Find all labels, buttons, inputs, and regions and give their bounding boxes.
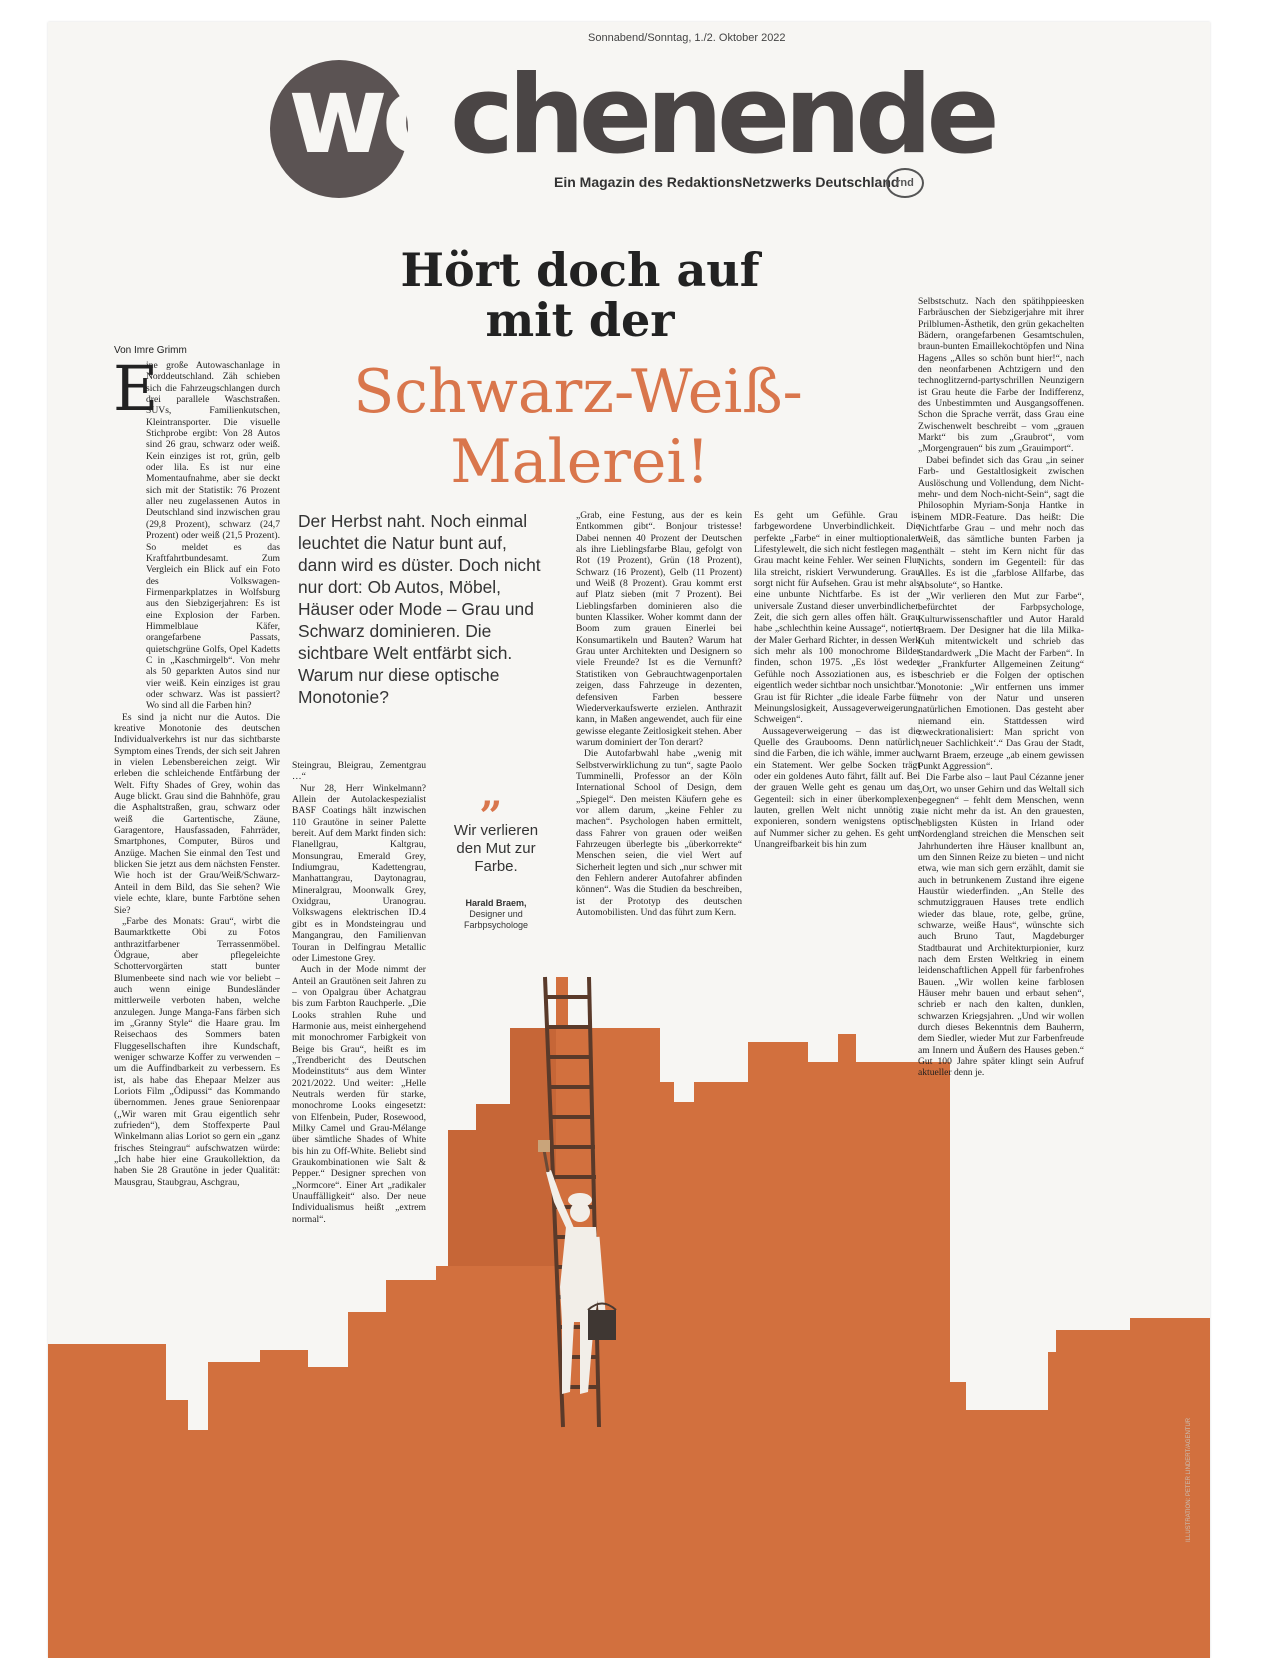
headline-line-3: Schwarz-Weiß- xyxy=(353,357,803,427)
masthead-tagline: Ein Magazin des RedaktionsNetzwerks Deutschland xyxy=(554,174,900,190)
headline-line-1: Hört doch auf xyxy=(400,243,760,297)
rnd-badge: rnd xyxy=(886,168,924,198)
intro-text: Der Herbst naht. Noch einmal leuchtet die Natur bunt auf, dann wird es düster. Doch nicht nur dort: Ob Autos, Möbel, Häuser oder Mode – Grau und Schwarz dominieren. Die sichtbare Welt entfärbt sich. Warum nur diese optische Monotonie? xyxy=(298,511,541,707)
dropcap: E xyxy=(113,352,159,425)
quote-author: Harald Braem, xyxy=(465,898,527,908)
article-column-4 xyxy=(754,510,920,992)
headline-line-4: Malerei! xyxy=(450,427,710,497)
paragraph: ine große Autowaschanlage in Norddeutschland. Zäh schieben sich die Fahrzeugschlangen durch drei parallele Waschstraßen. SUVs, Familienkutschen, Kleintransporter. Die visuelle Stichprobe ergibt: Von 28 Autos sind 26 grau, schwarz oder weiß. Kein einziges ist rot, grün, gelb oder lila. Es ist nur eine Momentaufnahme, aber sie deckt sich mit der Statistik: 76 Prozent aller neu zugelassenen Autos in Deutschland sind inzwischen grau (29,8 Prozent), schwarz (24,7 Prozent) oder weiß (21,5 Prozent). So meldet es das Kraftfahrtbundesamt. Zum Vergleich ein Blick auf ein Foto des Volkswagen-Firmenparkplatzes in Wolfsburg aus den Siebzigerjahren: Es ist eine Explosion der Farben. Himmelblaue Käfer, orangefarbene Passats, quietschgrüne Golfs, Opel Kadetts C in „Kaschmirgelb“. Von mehr als 50 geparkten Autos sind nur vier weiß. Kein einziges ist grau oder schwarz. Was ist passiert? Wo sind all die Farben hin? xyxy=(146,360,280,712)
paragraph: Nur 28, Herr Winkelmann? Allein der Autolackespezialist BASF Coatings hält inzwischen 110 Grautöne in seiner Palette bereit. Auf dem Markt finden sich: Flanellgrau, Kaltgrau, Monsungrau, Emerald Grey, Indiumgrau, Kadettengrau, Manhattangrau, Daytonagrau, Mineralgrau, Moonwalk Grey, Oxidgrau, Uranograu. Volkswagens elektrischen ID.4 gibt es in Mondsteingrau und Mangangrau, den Familienvan Touran in Delfingrau Metallic oder Limestone Grey. xyxy=(292,782,426,964)
pull-quote: Wir verlieren den Mut zur Farbe. xyxy=(453,822,539,875)
quote-role: Designer und Farbpsychologe xyxy=(463,909,529,930)
paragraph: Die Farbe also – laut Paul Cézanne jener „Ort, wo unser Gehirn und das Weltall sich begegnen“ – fehlt dem Menschen, wenn sie nicht mehr da ist. An den grauesten, nebligsten Küsten in Irland oder Nordengland streichen die Menschen seit Jahrhunderten ihre Häuser knallbunt an, um den Sinnen Reize zu bieten – und nicht etwa, wie man sich gern erzählt, damit sie auch in betrunkenem Zustand ihre eigene Haustür wiederfinden. „An Stelle des schmutziggrauen Hauses trete endlich wieder das blaue, rote, gelbe, grüne, schwarze, weiße Haus“, wünschte sich auch Bruno Taut, Magdeburger Stadtbaurat und Architekturpionier, kurz nach dem Ersten Weltkrieg in einem leidenschaftlichen Appell für farbenfrohes Bauen. „Wir wollen keine farblosen Häuser mehr bauen und erbaut sehen“, schrieb er nach den kalten, dunklen, schwarzen Kriegsjahren. „Und wir wollen durch dieses Bekenntnis dem Bauherrn, dem Siedler, wieder Mut zur Farbenfreude am Innern und Äußern des Hauses geben.“ Gut 100 Jahre später klingt sein Aufruf aktueller denn je. xyxy=(918,772,1084,1079)
article-column-1 xyxy=(113,352,280,1322)
quote-attribution xyxy=(444,898,548,931)
paragraph: „Wir verlieren den Mut zur Farbe“, befürchtet der Farbpsychologe, Kulturwissenschaftler und Autor Harald Braem. Der Designer hat die lila Milka-Kuh mitentwickelt und schrieb das Standardwerk „Die Macht der Farben“. In der „Frankfurter Allgemeinen Zeitung“ beschrieb er die Folgen der optischen Monotonie: „Wir entfernen uns immer mehr von der Natur und unseren natürlichen Emotionen. Das gesteht aber niemand ein. Stattdessen wird zweckrationalisiert: Man spricht von ‚neuer Sachlichkeit‘.“ Das Grau der Stadt, warnt Braem, erzeuge „ab einem gewissen Punkt Aggression“. xyxy=(918,590,1084,773)
masthead-logo xyxy=(288,53,994,178)
article-column-2 xyxy=(292,760,426,1352)
headline-line-2: mit der xyxy=(485,293,675,347)
logo-wo: wo xyxy=(288,53,450,178)
paragraph: Dabei befindet sich das Grau „in seiner Farb- und Gestaltlosigkeit zwischen Auslöschung und Vollendung, dem Nicht-mehr- und dem Noch-nicht-Sein“, sagt die Philosophin Myriam-Sonja Hantke in einem MDR-Feature. Das heißt: Die Nichtfarbe Grau – und mehr noch das Weiß, das sämtliche bunten Farben ja enthält – steht im Kern nicht für das Nichts, sondern im Gegenteil: für das Alles. Es ist die „farblose Allfarbe, das Absolute“, so Hantke. xyxy=(918,454,1084,591)
quote-icon: „ xyxy=(480,770,504,817)
byline: Von Imre Grimm xyxy=(114,345,187,356)
issue-date: Sonnabend/Sonntag, 1./2. Oktober 2022 xyxy=(588,32,786,44)
paragraph: Selbstschutz. Nach den spätihppieesken Farbräuschen der Siebzigerjahre mit ihrer Prilblumen-Ästhetik, den grün gekachelten Bädern, orangefarbenen Gesamtschulen, braun-bunten Emaillekochtöpfen und Nina Hagens „Alles so schön bunt hier!“, nach den neonfarbenen Achtzigern und den technoglitzernd-partyschrillen Neunzigern ist Grau heute die Farbe der Indifferenz, des Unbestimmten und Ausgangsoffenen. Schon die Sprache verrät, dass Grau eine Zwischenwelt beschreibt – vom „grauen Markt“ bis zum „Graubrot“, vom „Morgengrauen“ bis zum „Grauimport“. xyxy=(918,296,1084,455)
paragraph: Die Autofarbwahl habe „wenig mit Selbstverwirklichung zu tun“, sagte Paolo Tumminelli, Professor an der Köln International School of Design, dem „Spiegel“. Den meisten Käufern gehe es vor allem darum, „keine Fehler zu machen“. Psychologen haben ermittelt, dass Fahrer von grauen oder weißen Fahrzeugen überlegte bis „überkorrekte“ Menschen seien, die viel Wert auf Sicherheit legten und sich „nur schwer mit den Fehlern anderer Autofahrer abfinden können“. Was die Studien da beschreiben, ist der Prototyp des deutschen Automobilisten. Und das führt zum Kern. xyxy=(576,748,742,919)
paragraph: „Grab, eine Festung, aus der es kein Entkommen gibt“. Bonjour tristesse! Dabei nennen 40 Prozent der Deutschen als ihre Lieblingsfarbe Blau, gefolgt von Rot (19 Prozent), Grün (18 Prozent), Schwarz (16 Prozent), Gelb (11 Prozent) und Weiß (8 Prozent). Grau kommt erst auf Platz sieben (mit 7 Prozent). Bei Lieblingsfarben dominieren also die bunten Klassiker. Woher kommt dann der Boom zum grauen Einerlei bei Konsumartikeln und Bauten? Warum hat Grau unter Architekten und Designern so viele Freunde? Ist es die Vernunft? Statistiken von Gebrauchtwagenportalen zeigen, dass Fahrzeuge in dezenten, defensiven Farben bessere Wiederverkaufswerte erzielen. Anthrazit kann, in Maßen angewendet, auch für eine gewisse elegante Zeitlosigkeit stehen. Aber warum dominiert der Ton derart? xyxy=(576,510,742,748)
article-column-3 xyxy=(576,510,742,998)
logo-rest: chenende xyxy=(449,53,994,178)
paragraph: Steingrau, Bleigrau, Zementgrau …“ xyxy=(292,760,426,783)
paragraph: Es sind ja nicht nur die Autos. Die kreative Monotonie des deutschen Individualverkehrs ist nur das sichtbarste Symptom eines Trends, der sich seit Jahren in vielen Lebensbereichen zeigt. Wir erleben die schleichende Entfärbung der Welt. Fifty Shades of Grey, wohin das Auge blickt. Grau sind die Bahnhöfe, grau die Asphaltstraßen, grau, schwarz oder weiß die Gartentische, Zäune, Garagentore, Hausfassaden, Fahrräder, Smartphones, Computer, Büros und Anzüge. Machen Sie einmal den Test und blicken Sie jetzt aus dem nächsten Fenster. Wie hoch ist der Grau/Weiß/Schwarz-Anteil in dem Bild, das Sie sehen? Wie viele echte, klare, bunte Farbtöne sehen Sie? xyxy=(114,711,280,916)
paragraph: „Farbe des Monats: Grau“, wirbt die Baumarktkette Obi zu Fotos anthrazitfarbener Terrassenmöbel. Ödgraue, aber pflegeleichte Schottervorgärten statt bunter Blumenbeete sind nach wie vor beliebt – auch wenn einige Bundesländer mittlerweile verboten haben, welche anzulegen. Junge Manga-Fans färben sich im „Granny Style“ die Haare grau. Im Reisechaos des Sommers baten Fluggesellschaften ihre Kundschaft, weniger schwarze Koffer zu verwenden – um die Auffindbarkeit zu verbessern. Es ist, als habe das Ehepaar Melzer aus Loriots Film „Ödipussi“ das Kommando übernommen. Jenes graue Seniorenpaar („Wir waren mit Grau eigentlich sehr zufrieden“), dem Stoffexperte Paul Winkelmann alias Loriot so gern ein „ganz frisches Steingrau“ aufschwatzen würde: „Ich habe hier eine Graukollektion, da haben Sie 28 Grautöne in jeder Qualität: Mausgrau, Staubgrau, Aschgrau, xyxy=(114,915,280,1188)
illustration-credit: ILLUSTRATION: PETER LINDERT/AGENTUR xyxy=(1186,1417,1192,1542)
newspaper-page xyxy=(48,22,1210,1658)
article-column-5 xyxy=(918,296,1084,1306)
paragraph: Auch in der Mode nimmt der Anteil an Grautönen seit Jahren zu – von Opalgrau über Achatgrau bis zum Farbton Rauchperle. „Die Looks strahlen Ruhe und Harmonie aus, meist einhergehend mit monochromer Farbigkeit von Beige bis Grau“, heißt es im „Trendbericht des Deutschen Modeinstituts“ aus dem Winter 2021/2022. Und weiter: „Helle Neutrals werden für starke, monochrome Looks eingesetzt: von Elfenbein, Puder, Rosewood, Milky Camel und Grau-Mélange über sämtliche Shades of White bis hin zu Off-White. Beliebt sind Graukombinationen wie Salt & Pepper.“ Designer sprechen von „Normcore“. Einer Art „radikaler Unauffälligkeit“ also. Der neue Individualismus heißt „extrem normal“. xyxy=(292,964,426,1225)
paragraph: Es geht um Gefühle. Grau ist farbgewordene Unverbindlichkeit. Die perfekte „Farbe“ in einer multioptionalen Lifestylewelt, die sich nicht festlegen mag. Grau macht keine Fehler. Wer seinen Flur lila streicht, riskiert Verwunderung. Grau sorgt nicht für Aufsehen. Grau ist mehr als eine unbunte Nichtfarbe. Es ist der universale Zustand dieser unverbindlichen Zeit, die sich gern alles offen hält. Grau habe „schlechthin keine Aussage“, notierte der Maler Gerhard Richter, in dessen Werk sich mehr als 100 monochrome Bilder finden, schon 1975. „Es löst weder Gefühle noch Assoziationen aus, es ist eigentlich weder sichtbar noch unsichtbar.“ Grau ist für Richter „die ideale Farbe für Meinungslosigkeit, Aussageverweigerung, Schweigen“. xyxy=(754,510,920,726)
paragraph: Aussageverweigerung – das ist die Quelle des Graubooms. Denn natürlich sind die Farben, die ich wähle, immer auch ein Statement. Wer gelbe Socken trägt oder ein goldenes Auto fährt, fällt auf. Bei der grauen Welle geht es genau um das Gegenteil: sich in einer überkomplexen, lauten, grellen Welt nicht unnötig zu exponieren, sondern wenigstens optisch auf Nummer sicher zu gehen. Es geht um Unangreifbarkeit bis hin zum xyxy=(754,725,920,850)
